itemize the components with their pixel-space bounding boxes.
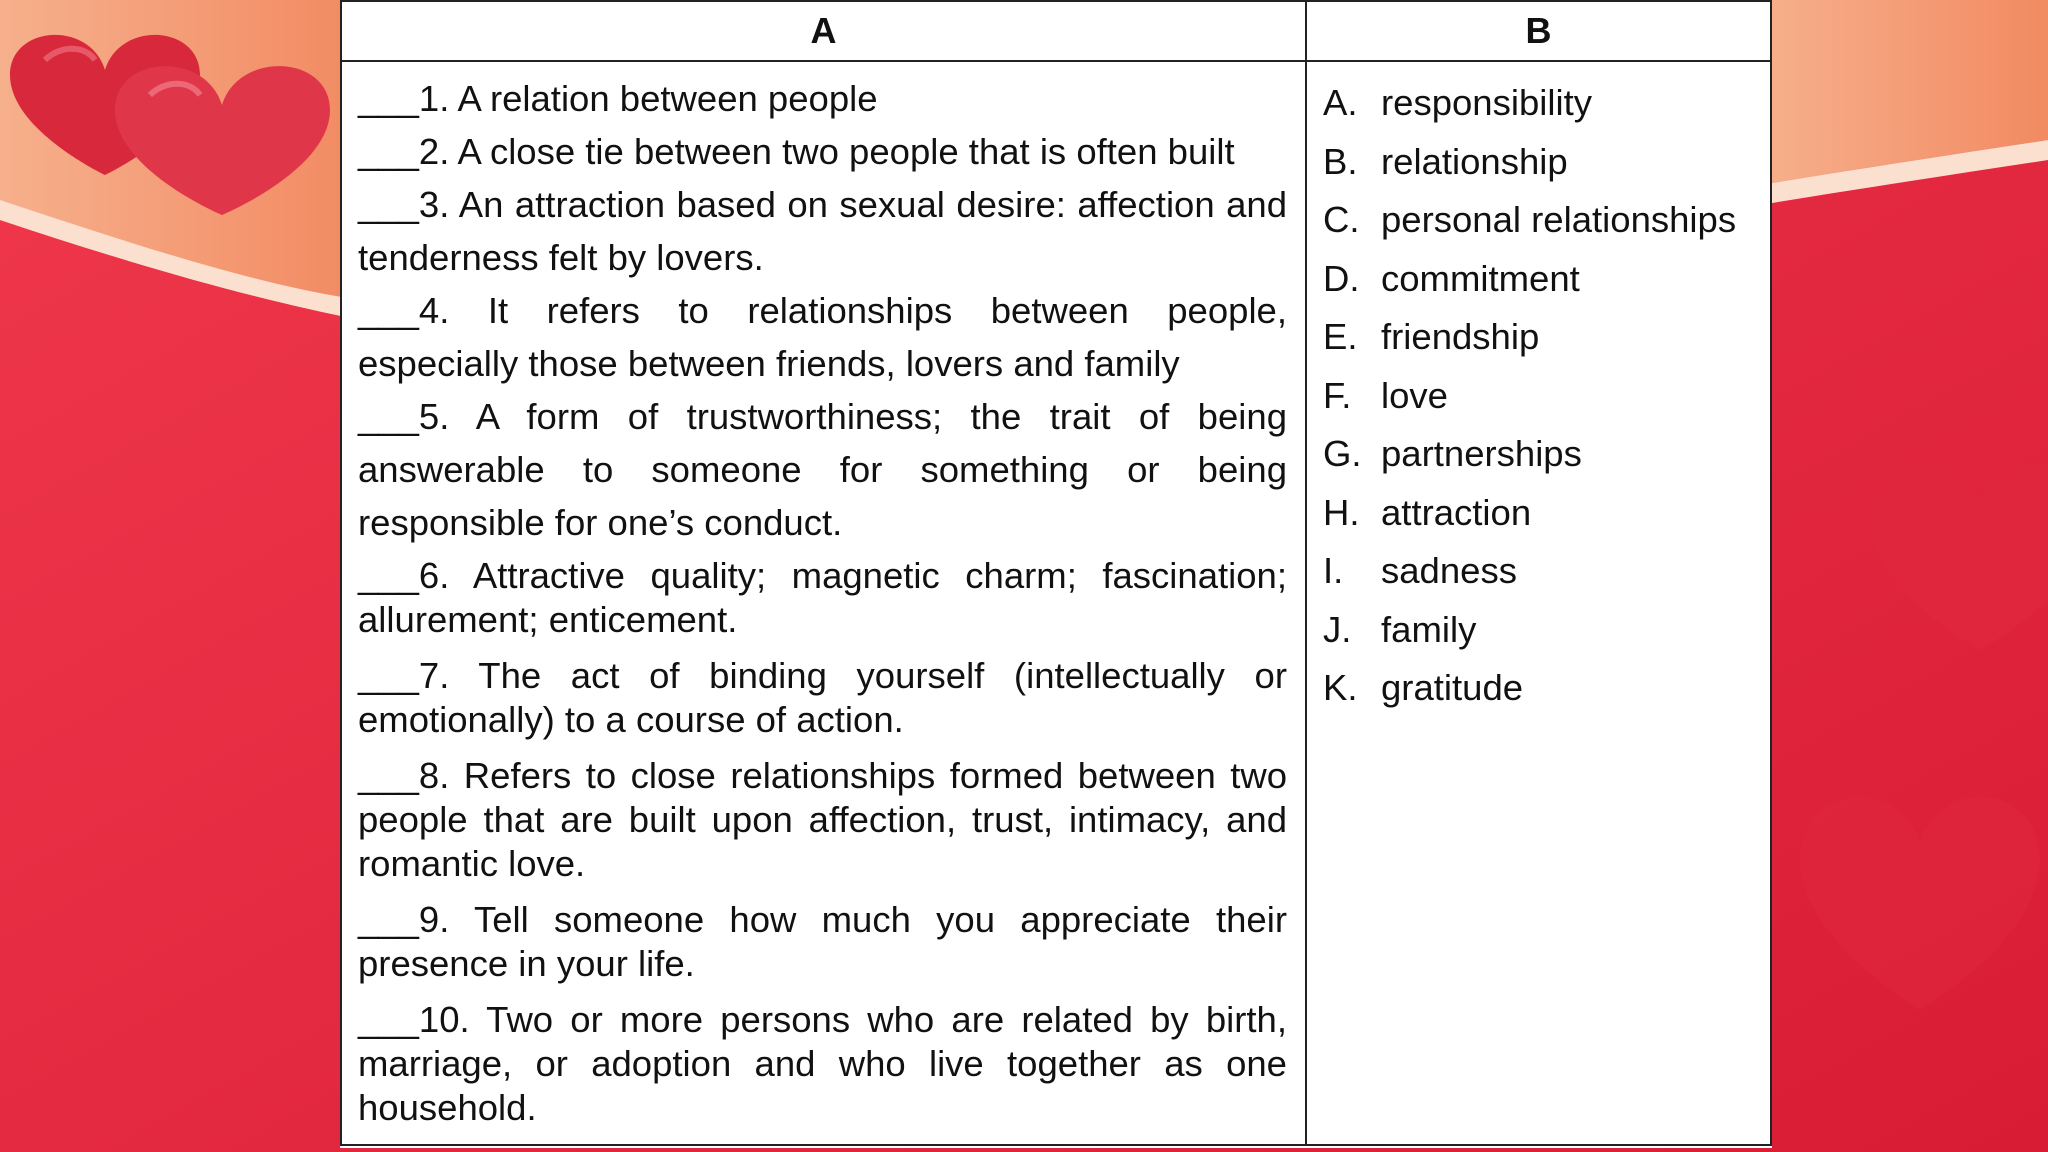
item-8: ___8. Refers to close relationships formed between two people that are built upon affection, trust, intimacy, and romantic love. [358,755,1287,884]
choice-c: C. personal relationships [1323,199,1737,240]
choice-i: I. sadness [1323,550,1517,591]
matching-table [340,0,1772,1146]
column-b-header: B [1306,1,1771,61]
choice-j: J. family [1323,608,1477,650]
column-b-choices [1306,61,1771,1145]
item-10: ___10. Two or more persons who are related by birth, marriage, or adoption and who live together as one household. [358,999,1287,1128]
table-header-row [341,1,1771,61]
item-5: ___5. A form of trustworthiness; the trait of being answerable to someone for something or being responsible for one’s conduct. [358,396,1287,543]
item-3: ___3. An attraction based on sexual desire: affection and tenderness felt by lovers. [358,184,1287,278]
choice-f: F. love [1323,374,1448,416]
choice-a: A. responsibility [1323,82,1592,123]
choice-g: G. partnerships [1323,433,1582,474]
item-9: ___9. Tell someone how much you appreciate their presence in your life. [358,899,1287,984]
table-row [341,61,1771,1145]
choice-k: K. gratitude [1323,667,1524,708]
item-1: ___1. A relation between people [358,78,878,119]
choice-b: B. relationship [1323,140,1568,182]
worksheet [340,0,1772,1148]
item-2: ___2. A close tie between two people that is often built [358,131,1235,172]
choice-e: E. friendship [1323,316,1540,357]
choice-h: H. attraction [1323,491,1532,533]
choice-d: D. commitment [1323,257,1580,299]
item-4: ___4. It refers to relationships between people, especially those between friends, lovers and family [358,290,1287,384]
column-a-header: A [341,1,1306,61]
column-a-items [341,61,1306,1145]
item-7: ___7. The act of binding yourself (intellectually or emotionally) to a course of action. [358,655,1287,740]
item-6: ___6. Attractive quality; magnetic charm; fascination; allurement; enticement. [358,555,1287,640]
